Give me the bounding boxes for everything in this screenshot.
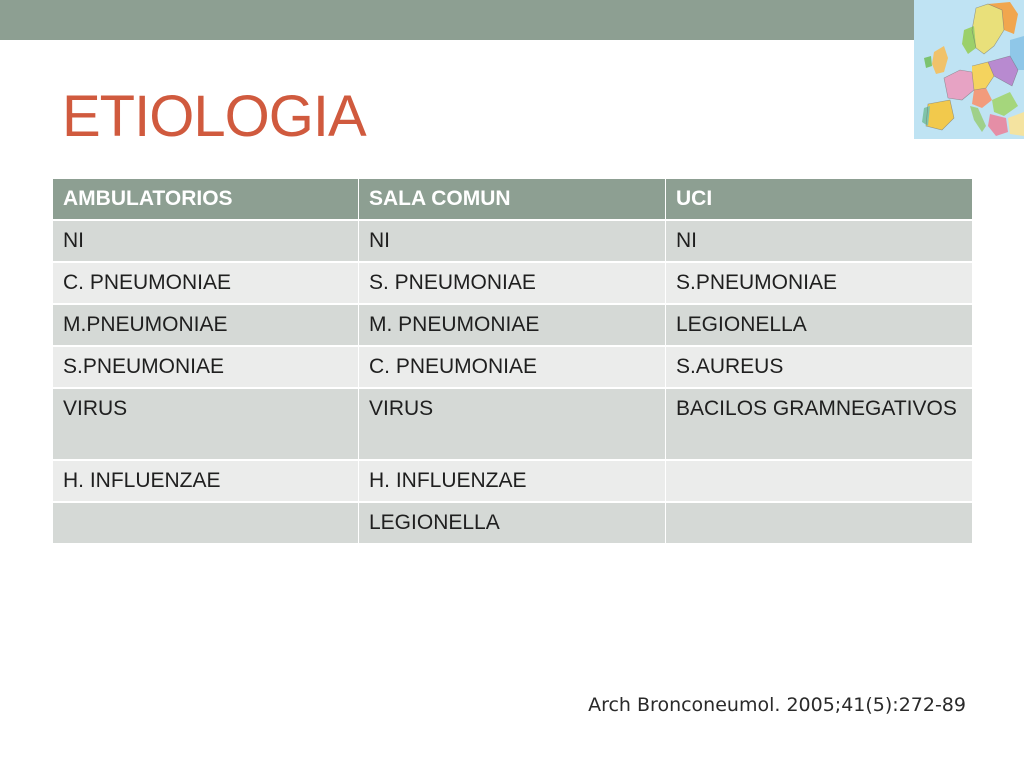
table-cell: NI bbox=[53, 220, 359, 262]
table-cell bbox=[666, 460, 973, 502]
table-row bbox=[53, 388, 973, 460]
table-cell: NI bbox=[666, 220, 973, 262]
table-row bbox=[53, 262, 973, 304]
table-cell: M.PNEUMONIAE bbox=[53, 304, 359, 346]
table-cell: C. PNEUMONIAE bbox=[53, 262, 359, 304]
table-cell: VIRUS bbox=[359, 388, 666, 460]
citation-reference: Arch Bronconeumol. 2005;41(5):272-89 bbox=[588, 694, 966, 716]
table-cell: LEGIONELLA bbox=[666, 304, 973, 346]
table-cell: S.PNEUMONIAE bbox=[666, 262, 973, 304]
table-cell: LEGIONELLA bbox=[359, 502, 666, 544]
table-row bbox=[53, 502, 973, 544]
table-cell: C. PNEUMONIAE bbox=[359, 346, 666, 388]
column-header-uci: UCI bbox=[666, 179, 973, 220]
table-cell: S. PNEUMONIAE bbox=[359, 262, 666, 304]
top-accent-bar bbox=[0, 0, 914, 40]
etiology-table bbox=[52, 179, 973, 545]
table-cell: H. INFLUENZAE bbox=[359, 460, 666, 502]
table-row bbox=[53, 304, 973, 346]
table-row bbox=[53, 220, 973, 262]
slide-title: ETIOLOGIA bbox=[62, 84, 366, 149]
table-header-row bbox=[53, 179, 973, 220]
table-cell: M. PNEUMONIAE bbox=[359, 304, 666, 346]
table-cell: H. INFLUENZAE bbox=[53, 460, 359, 502]
table-cell: VIRUS bbox=[53, 388, 359, 460]
europe-map-icon bbox=[914, 0, 1024, 139]
table-cell: NI bbox=[359, 220, 666, 262]
column-header-sala-comun: SALA COMUN bbox=[359, 179, 666, 220]
table-cell: BACILOS GRAMNEGATIVOS bbox=[666, 388, 973, 460]
table-cell bbox=[666, 502, 973, 544]
table-row bbox=[53, 346, 973, 388]
table-row bbox=[53, 460, 973, 502]
table-cell: S.AUREUS bbox=[666, 346, 973, 388]
table-cell bbox=[53, 502, 359, 544]
column-header-ambulatorios: AMBULATORIOS bbox=[53, 179, 359, 220]
table-cell: S.PNEUMONIAE bbox=[53, 346, 359, 388]
